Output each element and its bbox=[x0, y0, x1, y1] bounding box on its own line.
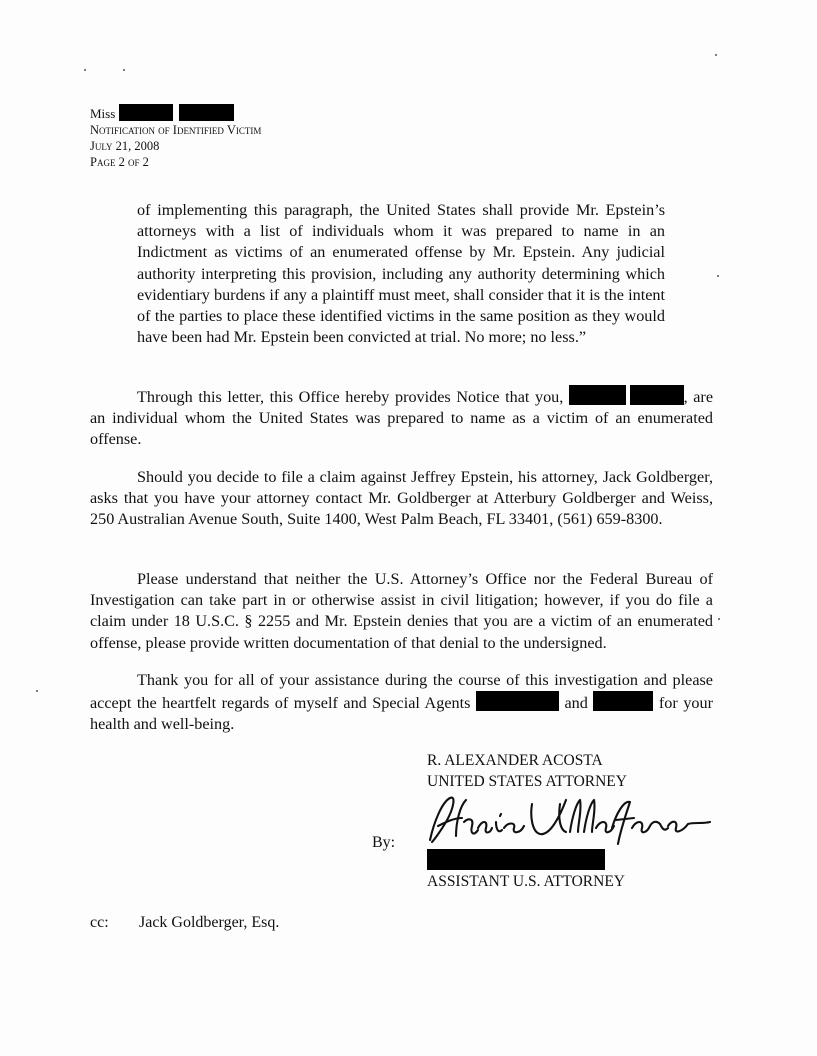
scan-speck bbox=[718, 618, 720, 620]
scan-speck bbox=[36, 690, 38, 692]
recipient-prefix: Miss bbox=[90, 106, 116, 121]
litigation-paragraph bbox=[90, 569, 713, 654]
scan-speck bbox=[84, 69, 86, 71]
header-page-number: Page 2 of 2 bbox=[90, 155, 149, 169]
scan-speck bbox=[123, 69, 125, 71]
thanks-and: and bbox=[564, 694, 588, 713]
thanks-text-before: Thank you for all of your assistance during the course of this investigation and please accept the heartfelt regards of myself and Special Agents bbox=[90, 671, 713, 713]
redacted-signer-name bbox=[427, 849, 605, 870]
signature-block bbox=[427, 750, 627, 792]
redacted-agent-two bbox=[593, 691, 653, 711]
header-date: July 21, 2008 bbox=[90, 139, 160, 153]
notice-text-after: , are an individual whom the United States was prepared to name as a victim of an enumerated offense. bbox=[90, 388, 714, 449]
signatory-title: UNITED STATES ATTORNEY bbox=[427, 773, 627, 790]
redacted-victim-last-name bbox=[630, 385, 684, 405]
cc-recipient: Jack Goldberger, Esq. bbox=[139, 914, 280, 931]
notice-paragraph bbox=[90, 385, 713, 451]
header-recipient bbox=[90, 104, 261, 122]
redacted-last-name bbox=[179, 104, 234, 121]
by-label: By: bbox=[372, 834, 396, 851]
letter-header bbox=[90, 104, 261, 170]
redacted-first-name bbox=[119, 104, 173, 121]
thanks-paragraph bbox=[90, 670, 713, 736]
scan-speck bbox=[715, 54, 717, 56]
header-subject: Notification of Identified Victim bbox=[90, 123, 262, 137]
cc-label: cc: bbox=[90, 914, 109, 931]
notice-text-before: Through this letter, this Office hereby provides Notice that you, bbox=[137, 388, 564, 406]
signer-title: ASSISTANT U.S. ATTORNEY bbox=[427, 873, 625, 890]
scan-speck bbox=[717, 275, 719, 277]
claim-text: Should you decide to file a claim against Jeffrey Epstein, his attorney, Jack Goldberger, asks that you have your attorney contact Mr. Goldberger at Atterbury Goldberger and Weiss, 250 Australian Avenue South, Suite 1400, West Palm Beach, FL 33401, (561) 659-8300. bbox=[90, 468, 713, 529]
signatory-name: R. ALEXANDER ACOSTA bbox=[427, 752, 603, 769]
redacted-agent-one bbox=[476, 691, 559, 711]
claim-paragraph bbox=[90, 467, 713, 531]
thanks-text-after: for your health and well-being. bbox=[90, 694, 713, 734]
handwritten-signature bbox=[420, 792, 720, 852]
cc-line bbox=[90, 914, 279, 932]
redacted-victim-first-name bbox=[569, 385, 626, 405]
quote-paragraph: of implementing this paragraph, the United States shall provide Mr. Epstein’s attorneys with a list of individuals whom it was prepared to name in an Indictment as victims of an enumerated offense by Mr. Epstein. Any judicial authority interpreting this provision, including any authority determining which evidentiary burdens if any a plaintiff must meet, shall consider that it is the intent of the parties to place these identified victims in the same position as they would have been had Mr. Epstein been convicted at trial. No more; no less.” bbox=[137, 201, 665, 347]
litigation-text: Please understand that neither the U.S. Attorney’s Office nor the Federal Bureau of Investigation can take part in or otherwise assist in civil litigation; however, if you do file a claim under 18 U.S.C. § 2255 and Mr. Epstein denies that you are a victim of an enumerated offense, please provide written documentation of that denial to the undersigned. bbox=[90, 570, 713, 652]
